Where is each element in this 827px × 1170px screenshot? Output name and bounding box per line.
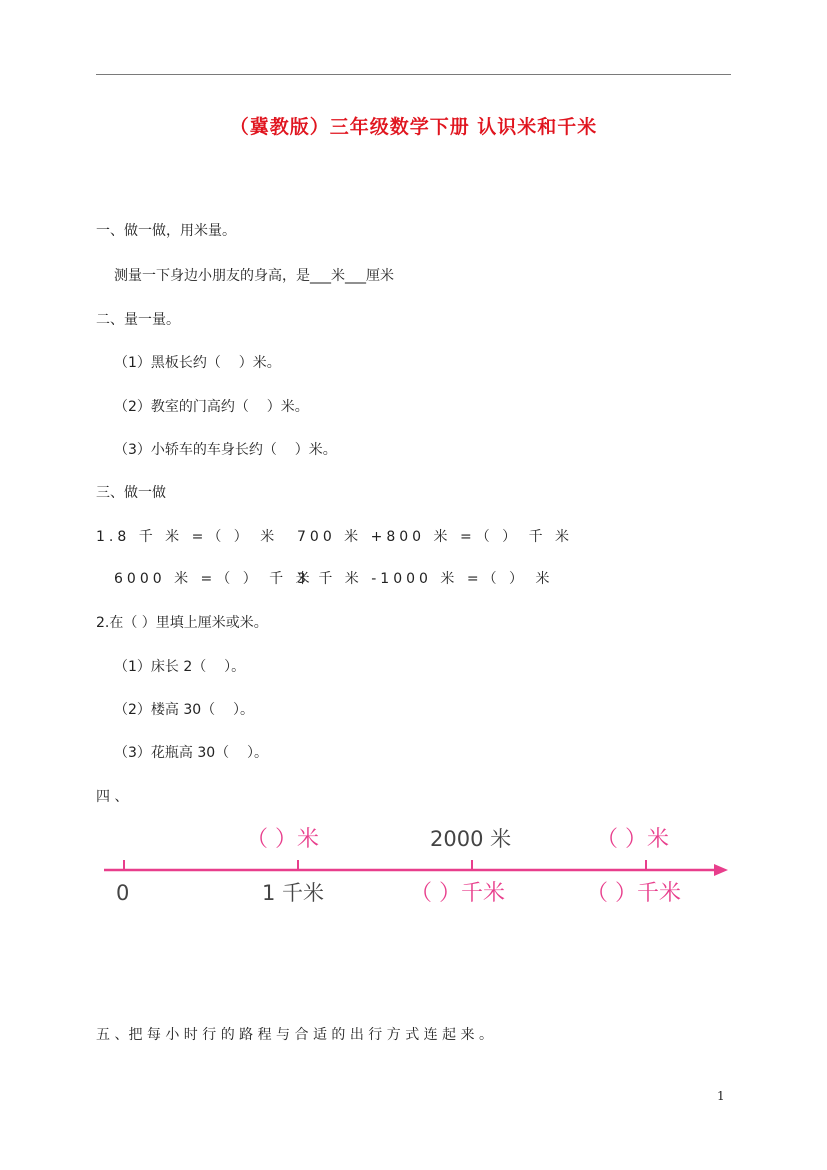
top-label-2: 2000 米 xyxy=(430,827,512,851)
section-3-q2-item-1: （1）床长 2（ ）。 xyxy=(114,659,246,675)
section-3-heading: 三、做一做 xyxy=(96,485,166,501)
number-line-arrowhead xyxy=(714,864,728,876)
section-3-q1-c: 6000 米 =（ ） 千 米 xyxy=(114,571,314,587)
section-3-q1-d: 3 千 米 -1000 米 =（ ） 米 xyxy=(297,571,554,587)
section-1-item: 测量一下身边小朋友的身高，是___米___厘米 xyxy=(114,268,394,284)
number-line-figure xyxy=(96,816,736,916)
section-2-item-2: （2）教室的门高约（ ）米。 xyxy=(114,399,309,415)
section-3-q2-item-3: （3）花瓶高 30（ ）。 xyxy=(114,745,268,761)
bottom-label-0: 0 xyxy=(116,881,130,905)
section-2-item-1: （1）黑板长约（ ）米。 xyxy=(114,355,281,371)
bottom-label-2: （ ）千米 xyxy=(410,881,505,906)
section-3-q1-b: 700 米 +800 米 =（ ） 千 米 xyxy=(297,529,574,545)
section-4-heading: 四 、 xyxy=(96,789,129,805)
page-number: 1 xyxy=(717,1089,725,1103)
bottom-label-1: 1 千米 xyxy=(262,881,325,905)
section-2-item-3: （3）小轿车的车身长约（ ）米。 xyxy=(114,442,337,458)
header-rule xyxy=(96,74,731,75)
section-3-q1-a: 1.8 千 米 =（ ） 米 xyxy=(96,529,279,545)
bottom-label-3: （ ）千米 xyxy=(586,881,681,906)
top-label-3: （ ）米 xyxy=(596,827,669,852)
section-1-heading: 一、做一做，用米量。 xyxy=(96,223,236,239)
section-5-heading: 五 、把 每 小 时 行 的 路 程 与 合 适 的 出 行 方 式 连 起 来 。 xyxy=(96,1027,494,1043)
section-3-q2-heading: 2.在（ ）里填上厘米或米。 xyxy=(96,615,268,631)
section-3-q2-item-2: （2）楼高 30（ ）。 xyxy=(114,702,254,718)
document-title: （冀教版）三年级数学下册 认识米和千米 xyxy=(229,116,598,138)
section-2-heading: 二、量一量。 xyxy=(96,312,180,328)
top-label-1: （ ）米 xyxy=(246,827,319,852)
